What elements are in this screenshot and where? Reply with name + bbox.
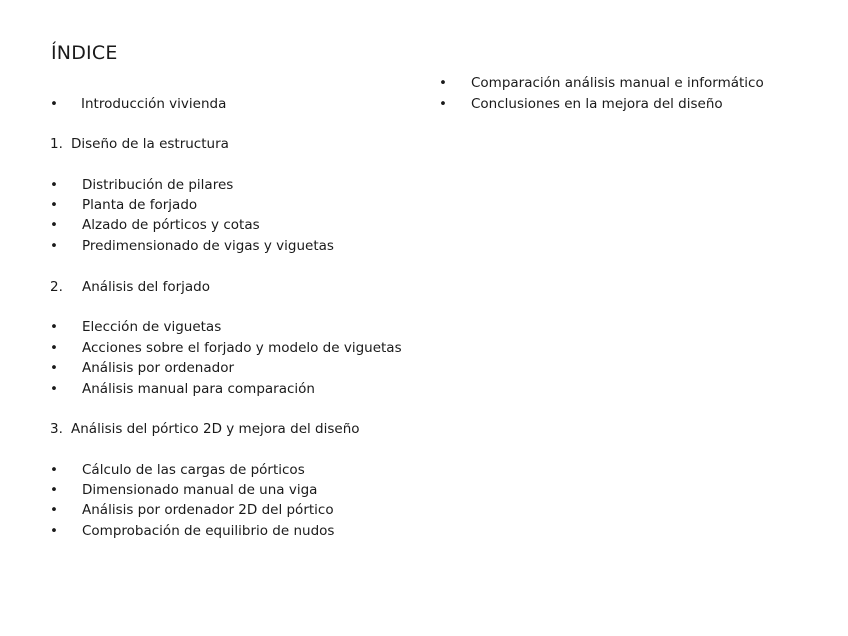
section-heading-text: Diseño de la estructura	[71, 136, 229, 152]
bullet-icon: •	[50, 462, 58, 478]
bullet-icon: •	[50, 319, 58, 335]
bullet-icon: •	[50, 217, 58, 233]
section-number: 3.	[50, 421, 63, 437]
bullet-icon: •	[439, 75, 447, 91]
bullet-icon: •	[50, 238, 58, 254]
list-item-text: Acciones sobre el forjado y modelo de viguetas	[82, 340, 402, 356]
list-item-text: Dimensionado manual de una viga	[82, 482, 318, 498]
list-item-text: Análisis manual para comparación	[82, 381, 315, 397]
list-item-text: Comprobación de equilibrio de nudos	[82, 523, 335, 539]
list-item-text: Predimensionado de vigas y viguetas	[82, 238, 334, 254]
list-item-text: Análisis por ordenador 2D del pórtico	[82, 502, 334, 518]
bullet-icon: •	[50, 340, 58, 356]
bullet-icon: •	[50, 360, 58, 376]
bullet-icon: •	[50, 502, 58, 518]
list-item-text: Comparación análisis manual e informático	[471, 75, 764, 91]
list-item-text: Cálculo de las cargas de pórticos	[82, 462, 305, 478]
list-item-text: Análisis por ordenador	[82, 360, 235, 376]
list-item-text: Distribución de pilares	[82, 177, 234, 193]
list-item-text: Elección de viguetas	[82, 319, 222, 335]
section-number: 2.	[50, 279, 63, 295]
list-item-text: Alzado de pórticos y cotas	[82, 217, 260, 233]
section-number: 1.	[50, 136, 63, 152]
list-item-text: Conclusiones en la mejora del diseño	[471, 96, 723, 112]
bullet-icon: •	[50, 96, 58, 112]
index-title: ÍNDICE	[51, 42, 118, 64]
bullet-icon: •	[439, 96, 447, 112]
bullet-icon: •	[50, 381, 58, 397]
bullet-icon: •	[50, 482, 58, 498]
list-item-text: Introducción vivienda	[81, 96, 227, 112]
bullet-icon: •	[50, 197, 58, 213]
bullet-icon: •	[50, 523, 58, 539]
bullet-icon: •	[50, 177, 58, 193]
section-heading-text: Análisis del forjado	[82, 279, 211, 295]
section-heading-text: Análisis del pórtico 2D y mejora del diseño	[71, 421, 360, 437]
list-item-text: Planta de forjado	[82, 197, 198, 213]
